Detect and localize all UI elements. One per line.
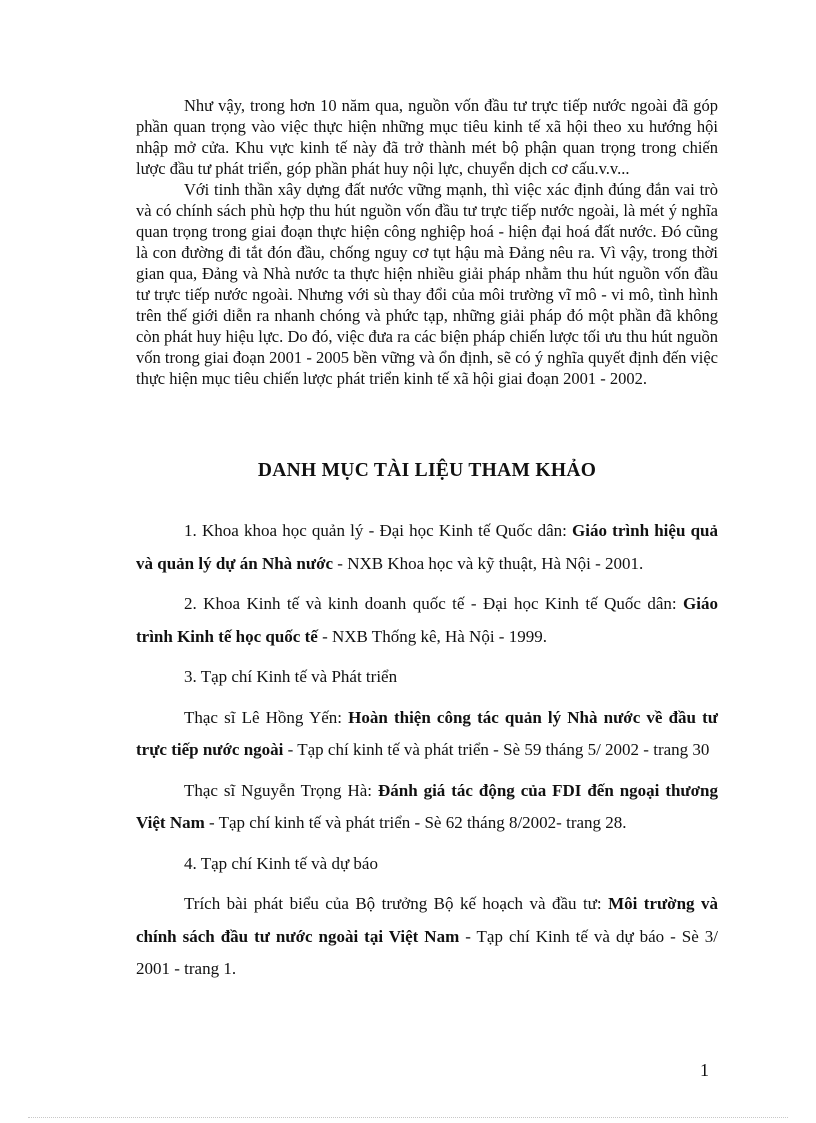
reference-publisher: - Tạp chí kinh tế và phát triển - Sè 62 tháng 8/2002- trang 28. — [204, 813, 627, 832]
reference-item-3: 3. Tạp chí Kinh tế và Phát triển — [184, 667, 398, 686]
references-list — [136, 515, 718, 994]
reference-item-4a — [136, 888, 718, 986]
reference-item-2 — [136, 588, 718, 653]
page-number: 1 — [700, 1060, 709, 1080]
reference-title: Đánh giá tác động của FDI đến ngoại thương Việt Nam — [136, 780, 719, 832]
reference-author: Thạc sĩ Lê Hồng Yến: — [184, 707, 349, 727]
reference-author: Trích bài phát biểu của Bộ trưởng Bộ kế hoạch và đầu tư: — [184, 894, 609, 913]
reference-publisher: - Tạp chí kinh tế và phát triển - Sè 59 tháng 5/ 2002 - trang 30 — [283, 740, 710, 759]
reference-publisher: - NXB Khoa học và kỹ thuật, Hà Nội - 2001. — [333, 553, 644, 573]
reference-title: Giáo trình Kinh tế học quốc tế — [136, 594, 718, 646]
reference-author: 2. Khoa Kinh tế và kinh doanh quốc tế - Đại học Kinh tế Quốc dân: — [184, 594, 684, 613]
reference-author: 1. Khoa khoa học quản lý - Đại học Kinh tế Quốc dân: — [184, 521, 573, 540]
reference-publisher: - NXB Thống kê, Hà Nội - 1999. — [317, 626, 547, 646]
bottom-divider — [28, 1117, 788, 1118]
reference-item-3a — [136, 702, 718, 767]
reference-title: Môi trường và chính sách đầu tư nước ngoài tại Việt Nam — [136, 894, 718, 946]
references-heading: DANH MỤC TÀI LIỆU THAM KHẢO — [257, 460, 597, 481]
paragraph-conclusion: Với tinh thần xây dựng đất nước vững mạnh, thì việc xác định đúng đắn vai trò và có chính sách phù hợp thu hút nguồn vốn đầu tư trực tiếp nước ngoài, là mét ý nghĩa quan trọng trong giai đoạn thực hiện công nghiệp hoá - hiện đại hoá đất nước. Đó cũng là con đường đi tắt đón đầu, chống nguy cơ tụt hậu mà Đảng nêu ra. Vì vậy, trong thời gian qua, Đảng và Nhà nước ta thực hiện nhiều giải pháp nhằm thu hút nguồn vốn đầu tư trực tiếp nước ngoài. Nhưng với sù thay đổi của môi trường vĩ mô - vi mô, tình hình trên thế giới diễn ra nhanh chóng và phức tạp, những giải pháp đó một phần đã không còn phát huy hiệu lực. Do đó, việc đưa ra các biện pháp chiến lược tối ưu thu hút nguồn vốn trong giai đoạn 2001 - 2005 bền vững và ổn định, sẽ có ý nghĩa quyết định đến việc thực hiện mục tiêu chiến lược phát triển kinh tế xã hội giai đoạn 2001 - 2002. — [136, 180, 718, 388]
reference-title: Hoàn thiện công tác quản lý Nhà nước về đầu tư trực tiếp nước ngoài — [136, 707, 718, 759]
body-text — [136, 95, 718, 389]
reference-publisher: - Tạp chí Kinh tế và dự báo - Sè 3/ 2001 - trang 1. — [136, 926, 718, 978]
paragraph-summary: Như vậy, trong hơn 10 năm qua, nguồn vốn đầu tư trực tiếp nước ngoài đã góp phần quan trọng vào việc thực hiện những mục tiêu kinh tế xã hội theo xu hướng hội nhập mở cửa. Khu vực kinh tế này đã trở thành mét bộ phận quan trọng trong chiến lược đầu tư phát triển, góp phần phát huy nội lực, chuyển dịch cơ cấu.v.v... — [136, 96, 718, 178]
reference-item-4: 4. Tạp chí Kinh tế và dự báo — [184, 853, 378, 873]
reference-item-3b — [136, 775, 718, 840]
reference-author: Thạc sĩ Nguyễn Trọng Hà: — [184, 780, 378, 800]
reference-title: Giáo trình hiệu quả và quản lý dự án Nhà nước — [136, 521, 718, 573]
reference-item-1 — [136, 515, 718, 580]
